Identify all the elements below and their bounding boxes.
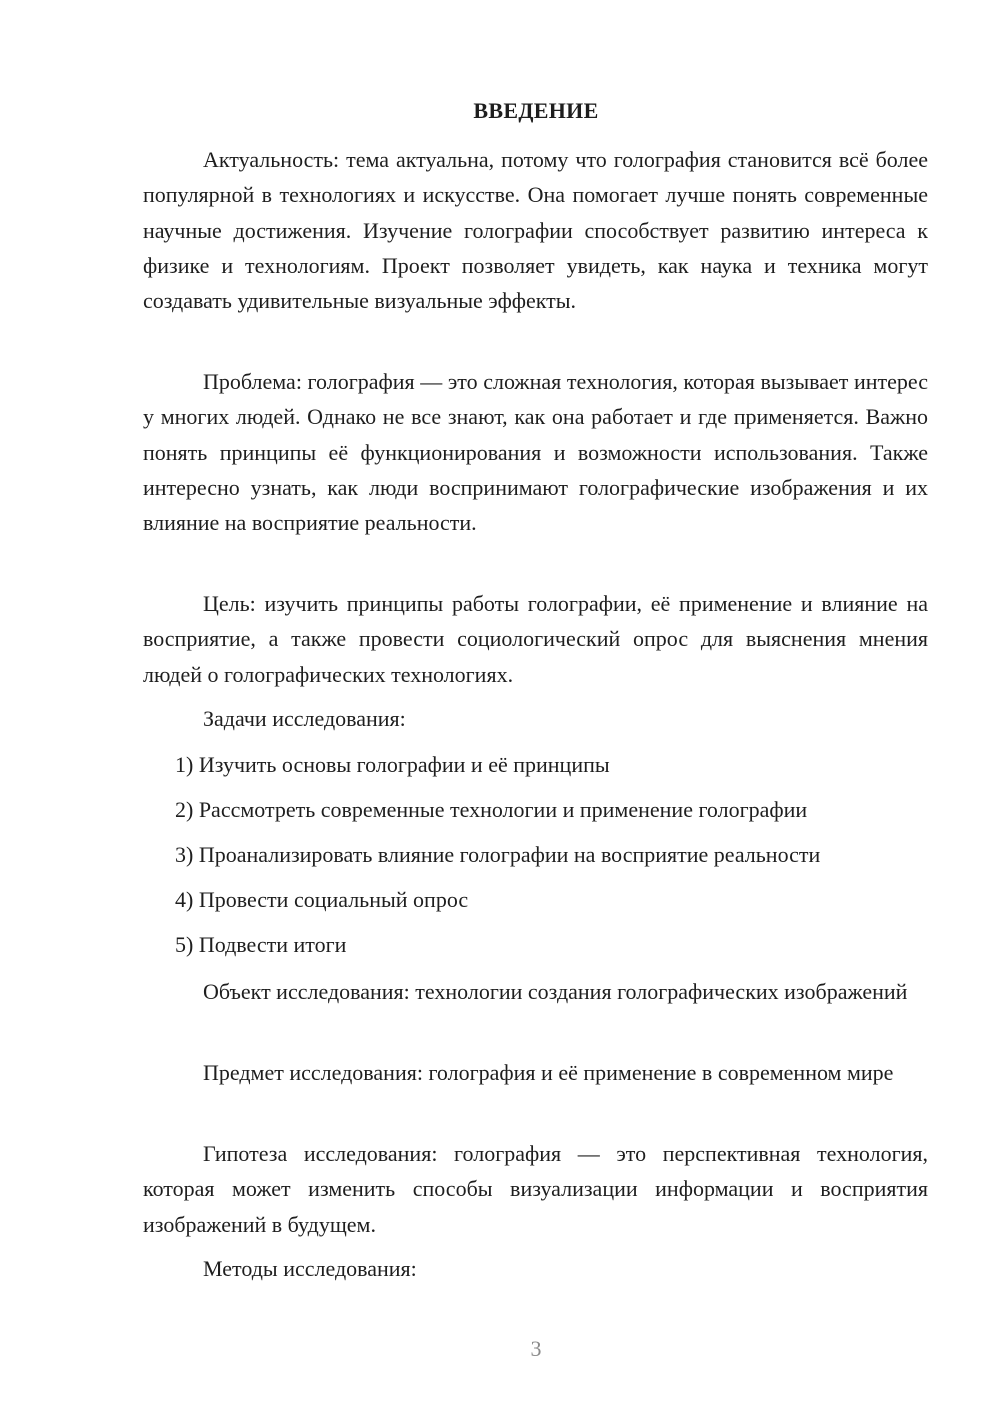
paragraph-relevance: Актуальность: тема актуальна, потому что голография становится всё более популярной в технологиях и искусстве. Она помогает лучше понять современные научные достижения. Изучение голографии способствует развитию интереса к физике и технологиям. Проект позволяет увидеть, как наука и техника могут создавать удивительные визуальные эффекты.	[143, 147, 928, 314]
list-item: 3) Проанализировать влияние голографии на восприятие реальности	[175, 842, 821, 867]
page-title: ВВЕДЕНИЕ	[473, 98, 599, 123]
paragraph-object: Объект исследования: технологии создания голографических изображений	[203, 979, 908, 1004]
paragraph-goal: Цель: изучить принципы работы голографии, её применение и влияние на восприятие, а также провести социологический опрос для выяснения мнения людей о голографических технологиях.	[143, 591, 928, 687]
paragraph-subject: Предмет исследования: голография и её применение в современном мире	[203, 1060, 894, 1085]
page-number: 3	[530, 1336, 542, 1361]
list-item: 2) Рассмотреть современные технологии и применение голографии	[175, 797, 808, 822]
methods-heading: Методы исследования:	[203, 1256, 417, 1281]
paragraph-problem: Проблема: голография — это сложная технология, которая вызывает интерес у многих людей. Однако не все знают, как она работает и где применяется. Важно понять принципы её функционирования и возможности использования. Также интересно узнать, как люди воспринимают голографические изображения и их влияние на восприятие реальности.	[143, 369, 928, 536]
list-item: 5) Подвести итоги	[175, 932, 347, 957]
paragraph-hypothesis: Гипотеза исследования: голография — это перспективная технология, которая может изменить способы визуализации информации и восприятия изображений в будущем.	[143, 1141, 928, 1237]
list-item: 1) Изучить основы голографии и её принципы	[175, 752, 610, 777]
list-item: 4) Провести социальный опрос	[175, 887, 469, 912]
tasks-heading: Задачи исследования:	[203, 706, 406, 731]
